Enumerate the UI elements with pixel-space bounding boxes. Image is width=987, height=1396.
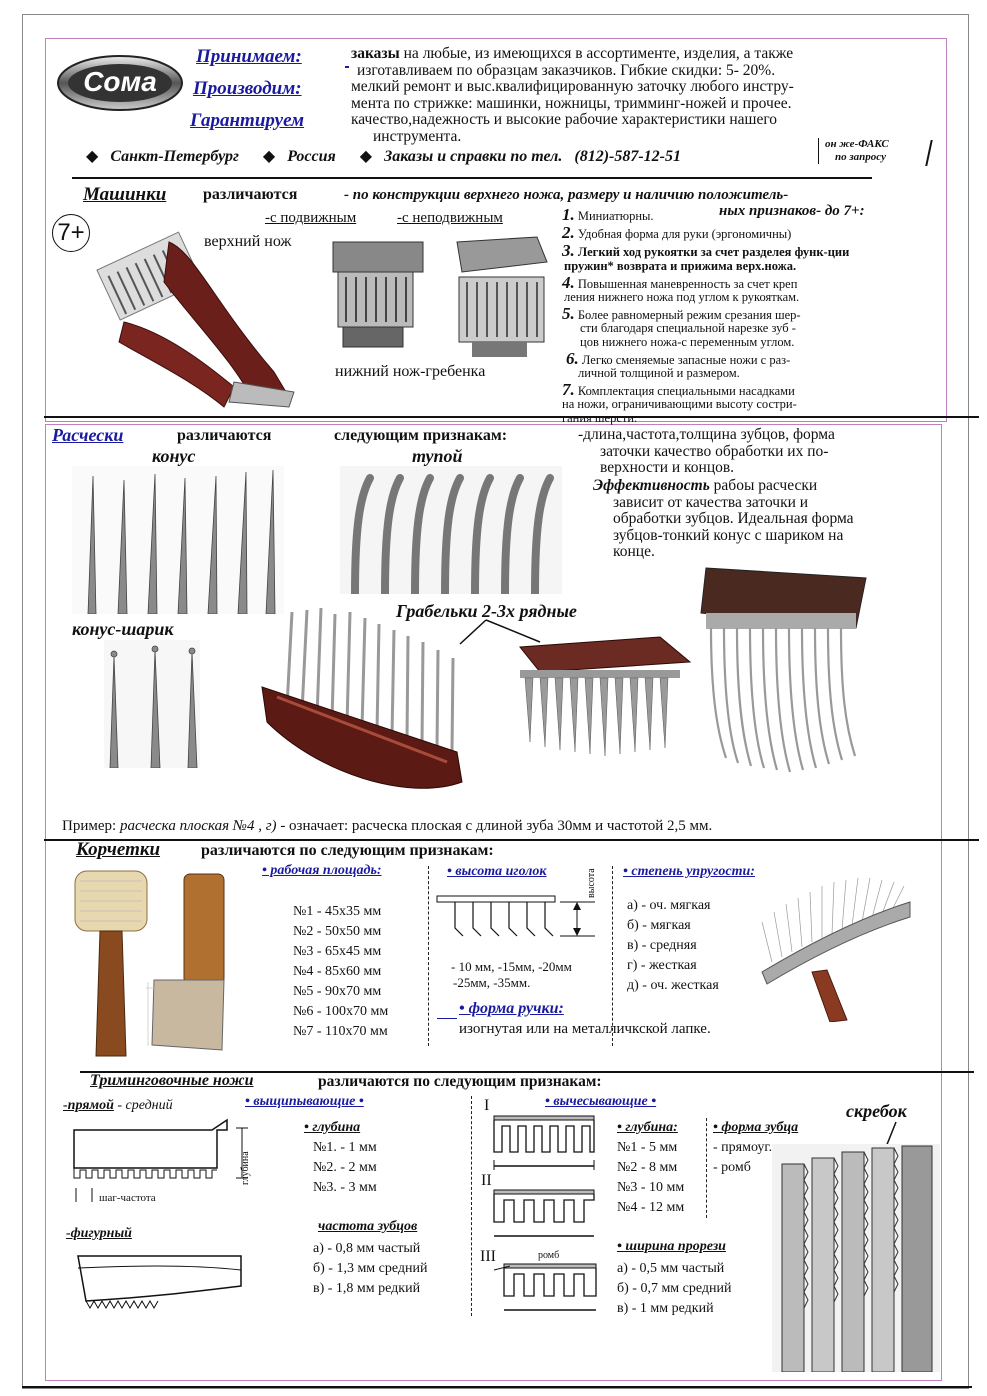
desc-line: -длина,частота,толщина зубцов, форма [578,426,835,443]
straight-label: -прямой - средний [63,1098,173,1113]
pluck-label: • выщипывающие • [245,1094,364,1109]
scraper-label: скребок [846,1101,907,1121]
roman-3: III [480,1248,496,1265]
height-axis-label: высота [586,868,597,898]
elastic-label: • степень упругости: [623,864,755,879]
eff-line: обработки зубцов. Идеальная форма [613,510,854,527]
trimming-title: Триминговочные ножи [90,1072,254,1089]
accept-underline [345,66,349,68]
cone-ball-label: конус-шарик [72,619,174,639]
eff-line: конце. [613,543,655,560]
elastic-item: а) - оч. мягкая [627,898,711,913]
tooth-list [713,1138,772,1178]
depth-item: №3. - 3 мм [313,1180,377,1195]
comb-knife-diagram-2 [492,1186,602,1244]
depth-list [313,1138,377,1198]
desc-line: верхности и концов. [600,459,735,476]
straight-knife-diagram [62,1118,262,1208]
depth2-item: №4 - 12 мм [617,1200,685,1215]
height-line: - 10 мм, -15мм, -20мм [451,959,572,974]
fax-note [818,138,889,164]
freq-item: а) - 0,8 мм частый [313,1241,421,1256]
freq-item: в) - 1,8 мм редкий [313,1281,421,1296]
tooth-item: - прямоуг. [713,1140,773,1155]
machines-title: Машинки [83,184,167,205]
para-line: мелкий ремонт и выс.квалифицированную заточку любого инстру- [351,78,794,96]
feature-item: 2. Удобная форма для руки (эргономичны) [562,223,792,243]
depth2-item: №3 - 10 мм [617,1180,685,1195]
height-values [451,959,572,991]
depth-axis-label: глубина [240,1151,251,1185]
upper-knife-label: верхний нож [204,233,292,250]
handle-underline [437,1018,457,1019]
cone-ball-photo [104,640,200,768]
divider [44,416,979,418]
example-label: Пример: [62,818,117,834]
movable-label: -с подвижным [265,210,357,226]
comb-knife-diagram-1 [492,1112,602,1172]
para-line: мента по стрижке: машинки, ножницы, тримминг-ножей и прочее. [351,94,792,112]
efficiency-block [593,478,854,561]
slickers-title: Корчетки [76,839,161,860]
dashed-divider [428,866,430,1046]
efficiency-label: Эффективность [593,477,710,494]
feature-item: 4. Повышенная маневренность за счет креп ления нижнего ножа под углом к рукояткам. [562,272,800,305]
example-italic: расческа плоская №4 , г) [119,818,277,834]
figured-knife-diagram [66,1246,266,1316]
area-item: №3 - 65х45 мм [293,944,382,959]
height-label: • высота иголок [447,864,547,879]
area-item: №5 - 90х70 мм [293,984,382,999]
scraper-photo [772,1144,940,1372]
accept-label: Принимаем: [196,46,302,67]
combs-desc [578,427,835,477]
needle-height-diagram [435,888,605,958]
movable-blade-photo [328,232,428,352]
depth2-item: №2 - 8 мм [617,1160,678,1175]
dashed-divider [706,1118,708,1218]
blunt-label: тупой [412,446,463,466]
depth2-item: №1 - 5 мм [617,1140,678,1155]
cone-teeth-photo [72,466,284,614]
dashed-divider [612,866,614,1046]
divider [44,839,979,841]
header-para-block [351,46,794,146]
country: Россия [287,148,336,165]
tooth-label: • форма зубца [713,1120,799,1135]
example-rest: - означает: расческа плоская с длиной зуба 30мм и частотой 2,5 мм. [280,818,713,834]
cone-label: конус [152,446,196,466]
depth-item: №1. - 1 мм [313,1140,377,1155]
slicker-photo-1 [70,866,152,1062]
rhomb-small-label: ромб [538,1250,560,1261]
feature-item: 3. Легкий ход рукоятки за счет разделея функ-ции пружин* возврата и прижима верх.ножа. [562,241,850,273]
city: Санкт-Петербург [110,148,239,165]
feature-item: 6. Легко сменяемые запасные ножи с раз- личной толщиной и размером. [566,348,791,381]
guarantee-label: Гарантируем [190,110,305,131]
slicker-photo-2 [144,870,232,1064]
fixed-label: -с неподвижным [397,210,503,226]
freq-item: б) - 1,3 мм средний [313,1261,428,1276]
figured-label: -фигурный [66,1226,132,1241]
logo [55,52,185,114]
para-line: инструмента. [373,127,462,145]
area-item: №7 - 110х70 мм [293,1024,388,1039]
desc-line: заточки качество обработки их по- [600,442,829,460]
depth-item: №2. - 2 мм [313,1160,377,1175]
comb-example [62,818,712,835]
height-line: -25мм, -35мм. [453,975,531,990]
depth2-label: • глубина: [617,1120,678,1135]
handle-text: изогнутая или на металличкской лапке. [459,1021,711,1037]
step-label: шаг-частота [99,1192,156,1204]
handle-label: • форма ручки: [459,1000,564,1017]
trimming-subtitle: различаются по следующим признакам: [318,1073,602,1090]
area-item: №4 - 85х60 мм [293,964,382,979]
roman-2: II [481,1172,492,1189]
freq-list [313,1239,428,1299]
machines-desc-2: ных признаков- до 7+: [719,203,865,219]
eff-line: зубцов-тонкий конус с шариком на [613,526,844,544]
diamond-icon: ◆ [359,148,373,165]
roman-1: I [484,1097,490,1114]
slicker-photo-3 [752,872,912,1022]
slot-item: а) - 0,5 мм частый [617,1261,725,1276]
slot-list [617,1259,732,1319]
slot-item: в) - 1 мм редкий [617,1301,714,1316]
contact-bar [86,146,681,166]
freq-label: частота зубцов [318,1219,418,1234]
elastic-item: д) - оч. жесткая [627,978,719,993]
elastic-item: г) - жесткая [627,958,697,973]
para-line: заказы на любые, из имеющихся в ассортименте, изделия, а также [351,45,794,62]
elastic-list [627,896,719,996]
comb-knife-label: • вычесывающие • [545,1094,657,1109]
rake-photo-3 [686,558,882,780]
eff-line: зависит от качества заточки и [613,493,809,511]
dashed-divider [471,1096,473,1316]
feature-item: 1. Миниатюрны. [562,205,654,224]
features-list [562,205,940,425]
produce-label: Производим: [193,78,302,99]
rake-photo-2 [510,632,696,760]
comb-knife-diagram-3 [492,1256,602,1316]
feature-item: 7. Комплектация специальными насадками на ножи, ограничивающими высоту состри- [562,380,797,412]
rake-photo-1 [257,602,464,807]
combs-subtitle: различаются [177,427,272,444]
area-label: • рабочая площадь: [262,863,382,878]
area-item: №6 - 100х70 мм [293,1004,389,1019]
diamond-icon: ◆ [262,148,276,165]
blunt-teeth-photo [340,466,562,594]
lower-knife-label: нижний нож-гребенка [335,363,486,380]
para-line: изготавливаем по образцам заказчиков. Гибкие скидки: 5- 20%. [357,61,776,79]
para-line: качество,надежность и высокие рабочие характеристики нашего [351,111,778,129]
machines-subtitle: различаются [203,186,298,203]
diamond-icon: ◆ [86,148,99,165]
machines-desc: - по конструкции верхнего ножа, размеру и наличию положитель- [344,187,789,203]
area-item: №2 - 50х50 мм [293,924,382,939]
fixed-blade-photo [437,232,555,360]
fax-line: он же-ФАКС [825,138,889,150]
badge-7plus: 7+ [52,214,90,252]
depth-label: • глубина [304,1120,361,1135]
feature-item: 5. Более равномерный режим срезания шер- сти благодаря специальной нарезке зуб - цов нижнего ножа-с переменным углом. [562,304,801,349]
area-list [293,902,388,1042]
slickers-subtitle: различаются по следующим признакам: [201,842,494,859]
eff-line: рабoы расчески [713,477,818,494]
combs-subtitle-2: следующим признакам: [334,427,508,444]
divider [72,177,872,179]
slot-item: б) - 0,7 мм средний [617,1281,732,1296]
elastic-item: б) - мягкая [627,918,691,933]
elastic-item: в) - средняя [627,938,697,953]
orders-text: Заказы и справки по тел. [384,148,563,165]
depth2-list [617,1138,684,1218]
rakes-label: Грабельки 2-3х рядные [396,601,577,621]
slot-label: • ширина прорези [617,1239,726,1254]
combs-title: Расчески [52,425,124,445]
tooth-item: - ромб [713,1160,751,1175]
logo-text: Сома [83,66,157,97]
bottom-divider [22,1386,972,1388]
fax-line: по запросу [835,151,886,163]
area-item: №1 - 45х35 мм [293,904,382,919]
phone-number: (812)-587-12-51 [574,148,681,165]
